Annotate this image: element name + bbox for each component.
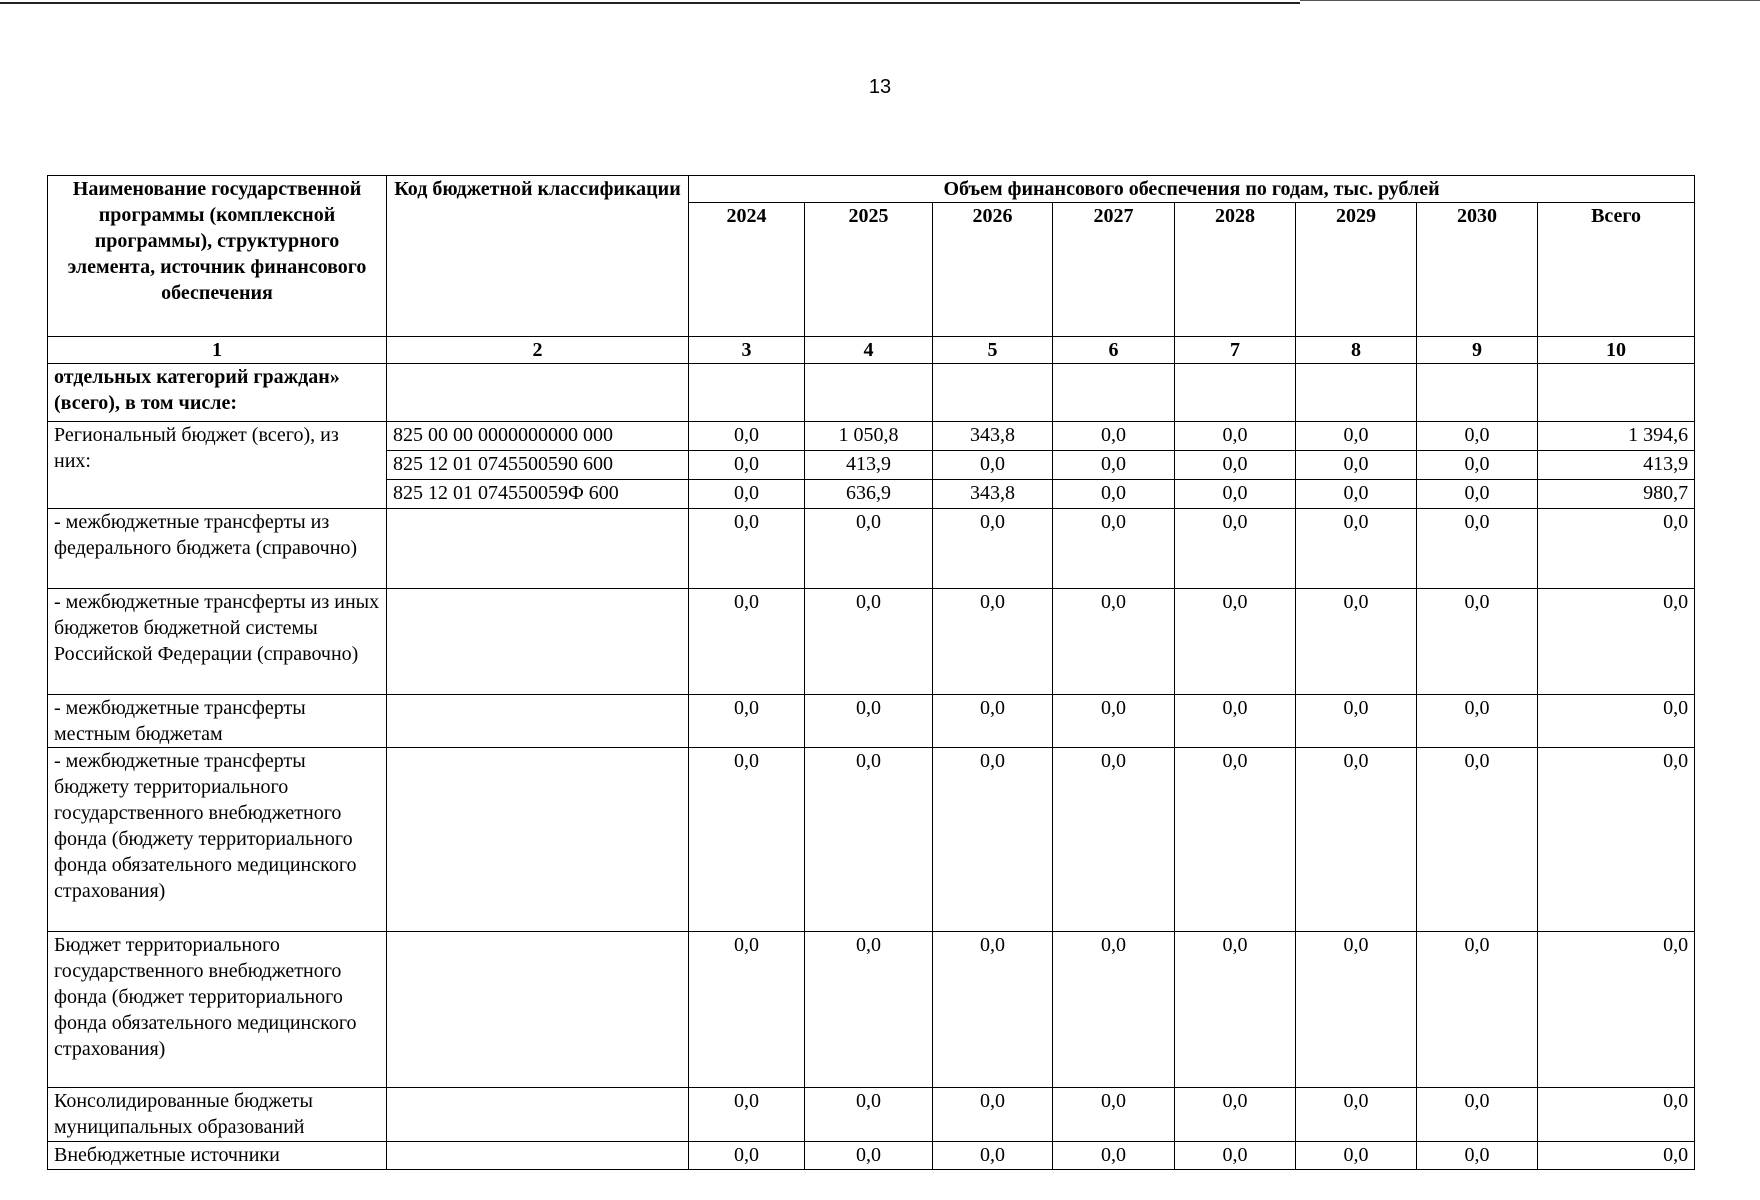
value-cell: 0,0	[1053, 422, 1175, 451]
column-number: 9	[1417, 337, 1538, 364]
column-number: 5	[933, 337, 1053, 364]
table-row	[48, 1142, 1695, 1170]
value-cell: 0,0	[805, 748, 933, 932]
column-number: 8	[1296, 337, 1417, 364]
value-cell: 413,9	[805, 451, 933, 480]
value-cell: 0,0	[1175, 589, 1296, 695]
value-cell: 0,0	[1053, 451, 1175, 480]
total-cell: 0,0	[1538, 589, 1695, 695]
total-cell: 980,7	[1538, 480, 1695, 509]
value-cell: 0,0	[1417, 932, 1538, 1088]
header-total: Всего	[1538, 203, 1695, 337]
row-name: Региональный бюджет (всего), из них:	[48, 422, 387, 509]
header-year: 2024	[689, 203, 805, 337]
value-cell: 0,0	[933, 748, 1053, 932]
column-number: 4	[805, 337, 933, 364]
value-cell: 343,8	[933, 480, 1053, 509]
table-row	[48, 509, 1695, 589]
value-cell: 0,0	[1053, 748, 1175, 932]
value-cell: 0,0	[1417, 589, 1538, 695]
budget-code	[387, 932, 689, 1088]
value-cell: 0,0	[1175, 1088, 1296, 1142]
value-cell: 0,0	[933, 695, 1053, 748]
value-cell: 0,0	[1417, 480, 1538, 509]
value-cell: 0,0	[1053, 509, 1175, 589]
value-cell: 0,0	[689, 589, 805, 695]
table-row	[48, 1088, 1695, 1142]
column-number: 10	[1538, 337, 1695, 364]
value-cell: 343,8	[933, 422, 1053, 451]
value-cell: 0,0	[689, 748, 805, 932]
table-row	[48, 748, 1695, 932]
value-cell: 0,0	[689, 509, 805, 589]
value-cell: 0,0	[1417, 509, 1538, 589]
top-rule-right	[1300, 0, 1760, 1]
value-cell: 0,0	[933, 451, 1053, 480]
total-cell: 413,9	[1538, 451, 1695, 480]
value-cell: 0,0	[1296, 695, 1417, 748]
value-cell: 0,0	[689, 451, 805, 480]
value-cell: 0,0	[1053, 589, 1175, 695]
header-name: Наименование государственной программы (комплексной программы), структурного элемента, источник финансового обеспечения	[48, 176, 387, 337]
header-code: Код бюджетной классификации	[387, 176, 689, 337]
budget-code	[387, 509, 689, 589]
value-cell: 0,0	[1175, 480, 1296, 509]
header-year: 2030	[1417, 203, 1538, 337]
value-cell: 0,0	[933, 1142, 1053, 1170]
total-cell: 0,0	[1538, 509, 1695, 589]
table-row	[48, 422, 1695, 451]
header-year: 2027	[1053, 203, 1175, 337]
budget-code	[387, 748, 689, 932]
value-cell: 0,0	[689, 1088, 805, 1142]
budget-code: 825 12 01 074550059Ф 600	[387, 480, 689, 509]
value-cell: 0,0	[1296, 1142, 1417, 1170]
value-cell: 0,0	[1175, 422, 1296, 451]
value-cell: 0,0	[689, 422, 805, 451]
value-cell: 0,0	[1053, 1142, 1175, 1170]
value-cell: 0,0	[1175, 748, 1296, 932]
budget-code: 825 00 00 0000000000 000	[387, 422, 689, 451]
column-number: 6	[1053, 337, 1175, 364]
value-cell: 0,0	[1417, 422, 1538, 451]
value-cell: 0,0	[933, 1088, 1053, 1142]
budget-code	[387, 1088, 689, 1142]
value-cell: 0,0	[689, 1142, 805, 1170]
value-cell: 0,0	[689, 932, 805, 1088]
value-cell: 0,0	[1053, 932, 1175, 1088]
value-cell: 0,0	[933, 589, 1053, 695]
column-number-row	[48, 337, 1695, 364]
value-cell: 0,0	[1296, 451, 1417, 480]
total-cell: 0,0	[1538, 748, 1695, 932]
column-number: 7	[1175, 337, 1296, 364]
row-name: отдельных категорий граждан» (всего), в том числе:	[48, 364, 387, 422]
total-cell: 1 394,6	[1538, 422, 1695, 451]
value-cell: 0,0	[689, 480, 805, 509]
value-cell: 0,0	[1053, 1088, 1175, 1142]
row-name: - межбюджетные трансферты местным бюджетам	[48, 695, 387, 748]
row-name: - межбюджетные трансферты из федерального бюджета (справочно)	[48, 509, 387, 589]
value-cell: 0,0	[1175, 1142, 1296, 1170]
value-cell: 0,0	[1296, 509, 1417, 589]
total-cell: 0,0	[1538, 1142, 1695, 1170]
table-row	[48, 695, 1695, 748]
value-cell: 0,0	[1417, 451, 1538, 480]
value-cell: 0,0	[689, 695, 805, 748]
value-cell: 0,0	[1053, 695, 1175, 748]
value-cell: 0,0	[1175, 695, 1296, 748]
budget-table	[47, 175, 1695, 1170]
header-row-top	[48, 176, 1695, 203]
value-cell: 0,0	[1417, 1142, 1538, 1170]
value-cell: 0,0	[805, 695, 933, 748]
page-number: 13	[868, 76, 892, 98]
header-volume-group: Объем финансового обеспечения по годам, тыс. рублей	[689, 176, 1695, 203]
value-cell: 1 050,8	[805, 422, 933, 451]
value-cell: 0,0	[1296, 589, 1417, 695]
value-cell: 0,0	[1296, 748, 1417, 932]
column-number: 1	[48, 337, 387, 364]
budget-code	[387, 1142, 689, 1170]
column-number: 3	[689, 337, 805, 364]
row-name: Консолидированные бюджеты муниципальных образований	[48, 1088, 387, 1142]
value-cell: 0,0	[933, 509, 1053, 589]
value-cell: 0,0	[1417, 1088, 1538, 1142]
column-number: 2	[387, 337, 689, 364]
table-row	[48, 589, 1695, 695]
total-cell: 0,0	[1538, 695, 1695, 748]
value-cell: 0,0	[805, 589, 933, 695]
value-cell: 0,0	[1296, 1088, 1417, 1142]
value-cell: 0,0	[1417, 695, 1538, 748]
header-year: 2029	[1296, 203, 1417, 337]
table-row	[48, 364, 1695, 422]
total-cell: 0,0	[1538, 932, 1695, 1088]
row-name: - межбюджетные трансферты из иных бюджетов бюджетной системы Российской Федерации (справочно)	[48, 589, 387, 695]
budget-code: 825 12 01 0745500590 600	[387, 451, 689, 480]
value-cell: 0,0	[1296, 480, 1417, 509]
value-cell: 0,0	[1175, 451, 1296, 480]
header-year: 2028	[1175, 203, 1296, 337]
row-name: - межбюджетные трансферты бюджету территориального государственного внебюджетного фонда (бюджету территориального фонда обязательного медицинского страхования)	[48, 748, 387, 932]
budget-code	[387, 695, 689, 748]
value-cell: 0,0	[1175, 932, 1296, 1088]
value-cell: 0,0	[933, 932, 1053, 1088]
top-rule	[0, 2, 1300, 4]
value-cell: 0,0	[805, 932, 933, 1088]
value-cell: 0,0	[1296, 422, 1417, 451]
header-year: 2026	[933, 203, 1053, 337]
budget-code	[387, 589, 689, 695]
value-cell: 0,0	[805, 1088, 933, 1142]
value-cell: 0,0	[1053, 480, 1175, 509]
value-cell: 0,0	[1175, 509, 1296, 589]
value-cell: 0,0	[1417, 748, 1538, 932]
value-cell: 0,0	[805, 509, 933, 589]
total-cell: 0,0	[1538, 1088, 1695, 1142]
value-cell: 0,0	[1296, 932, 1417, 1088]
value-cell: 0,0	[805, 1142, 933, 1170]
header-year: 2025	[805, 203, 933, 337]
row-name: Бюджет территориального государственного внебюджетного фонда (бюджет территориального фонда обязательного медицинского страхования)	[48, 932, 387, 1088]
table-row	[48, 932, 1695, 1088]
row-name: Внебюджетные источники	[48, 1142, 387, 1170]
value-cell: 636,9	[805, 480, 933, 509]
